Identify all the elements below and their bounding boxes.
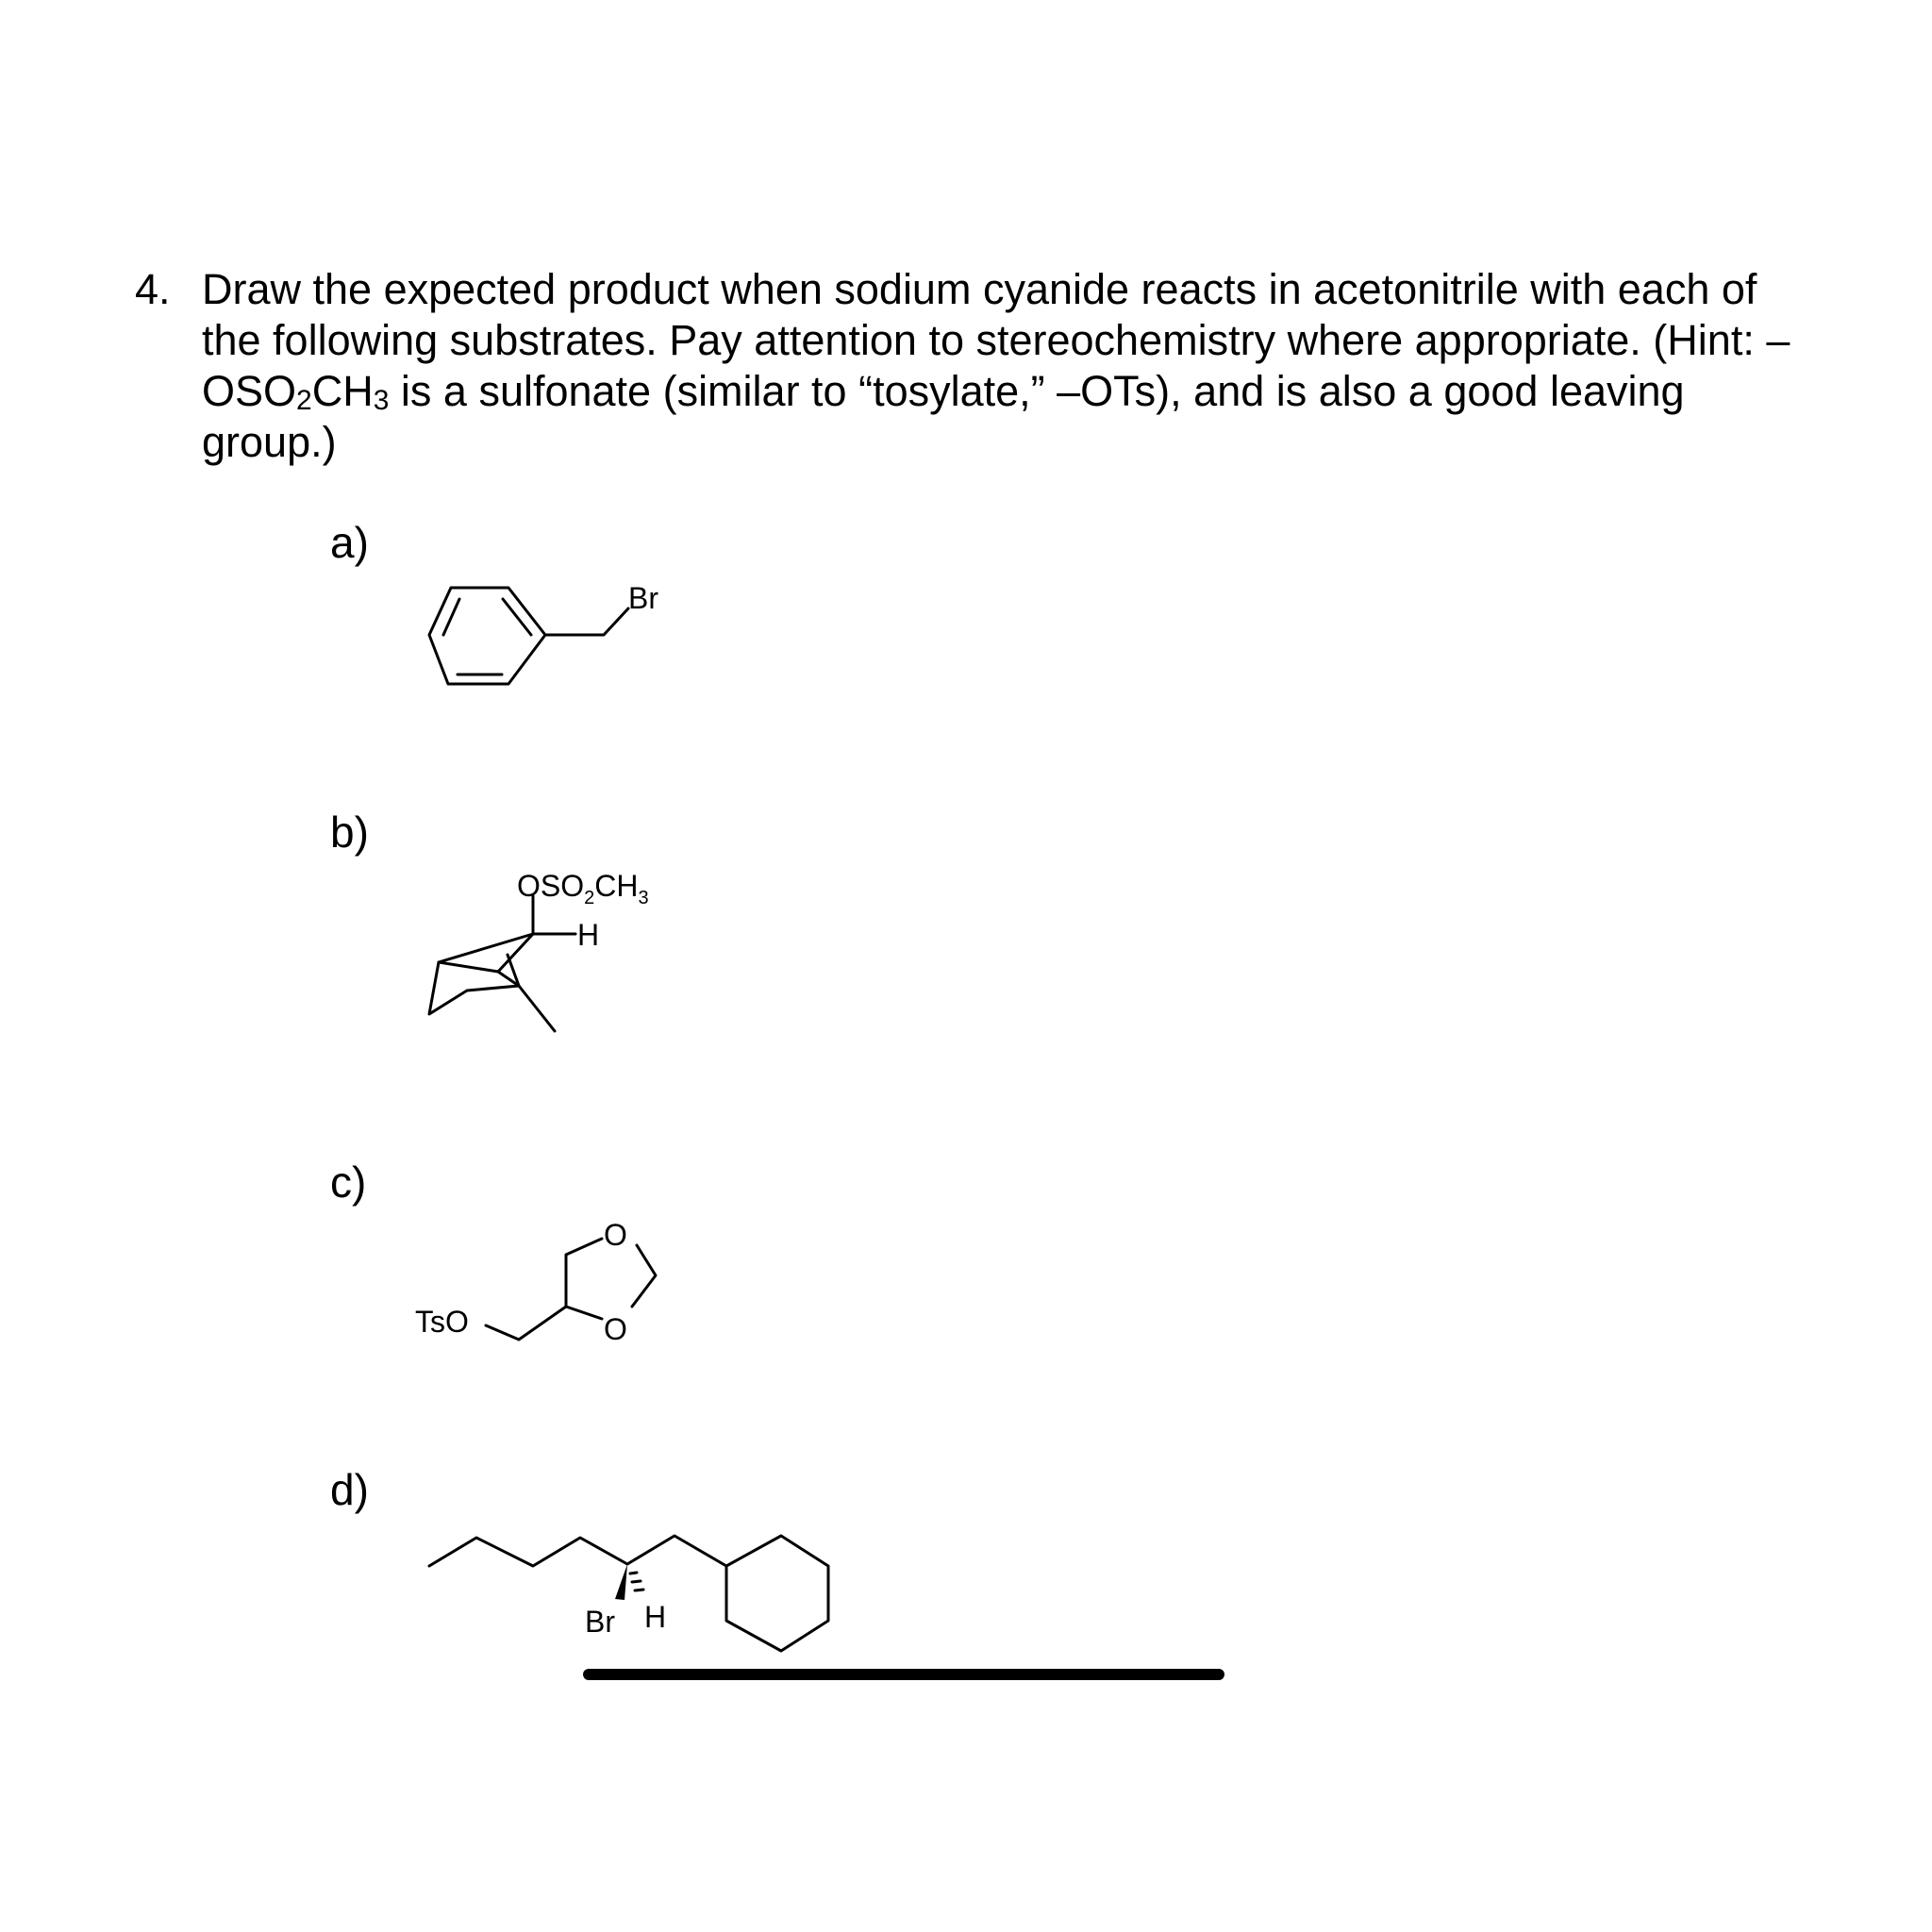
question-text-line-1: Draw the expected product when sodium cyanide reacts in acetonitrile with each of (202, 265, 1757, 313)
cyclohexane-ring (726, 1536, 828, 1651)
question-number: 4. (135, 265, 171, 313)
atom-o-top: O (604, 1218, 627, 1252)
atom-o: O (517, 869, 541, 903)
atom-o-bottom: O (604, 1312, 627, 1346)
formula-oso: OSO (202, 367, 297, 415)
question-text-line-4: group.) (202, 418, 337, 466)
hash-bond (632, 1581, 641, 1582)
redaction-bar (583, 1669, 1224, 1680)
formula-ch: CH (311, 367, 374, 415)
atom-h: H (577, 918, 600, 952)
atom-o2: O (560, 869, 585, 903)
atom-br: Br (585, 1605, 615, 1639)
atom-ch: CH (594, 869, 639, 903)
part-b-label: b) (330, 808, 369, 857)
question-text-line-2: the following substrates. Pay attention to stereochemistry where appropriate. (Hint: – (202, 316, 1790, 364)
alkyl-chain (429, 1536, 726, 1566)
formula-subscript-3: 3 (373, 385, 390, 416)
part-a-label: a) (330, 518, 369, 567)
wedge-bond (615, 1564, 627, 1600)
atom-tso: TsO (415, 1305, 469, 1339)
part-d-label: d) (330, 1465, 369, 1514)
atom-br: Br (628, 581, 658, 615)
part-c-label: c) (330, 1158, 367, 1207)
question-text-line-3-rest: is a sulfonate (similar to “tosylate,” –OTs), and is also a good leaving (389, 367, 1685, 415)
subscript-2: 2 (584, 888, 595, 908)
atom-h: H (644, 1600, 667, 1634)
formula-subscript-2: 2 (296, 385, 312, 416)
subscript-3: 3 (638, 888, 649, 908)
hash-bond (630, 1573, 637, 1574)
atom-s: S (540, 869, 561, 903)
hash-bond (635, 1590, 643, 1591)
